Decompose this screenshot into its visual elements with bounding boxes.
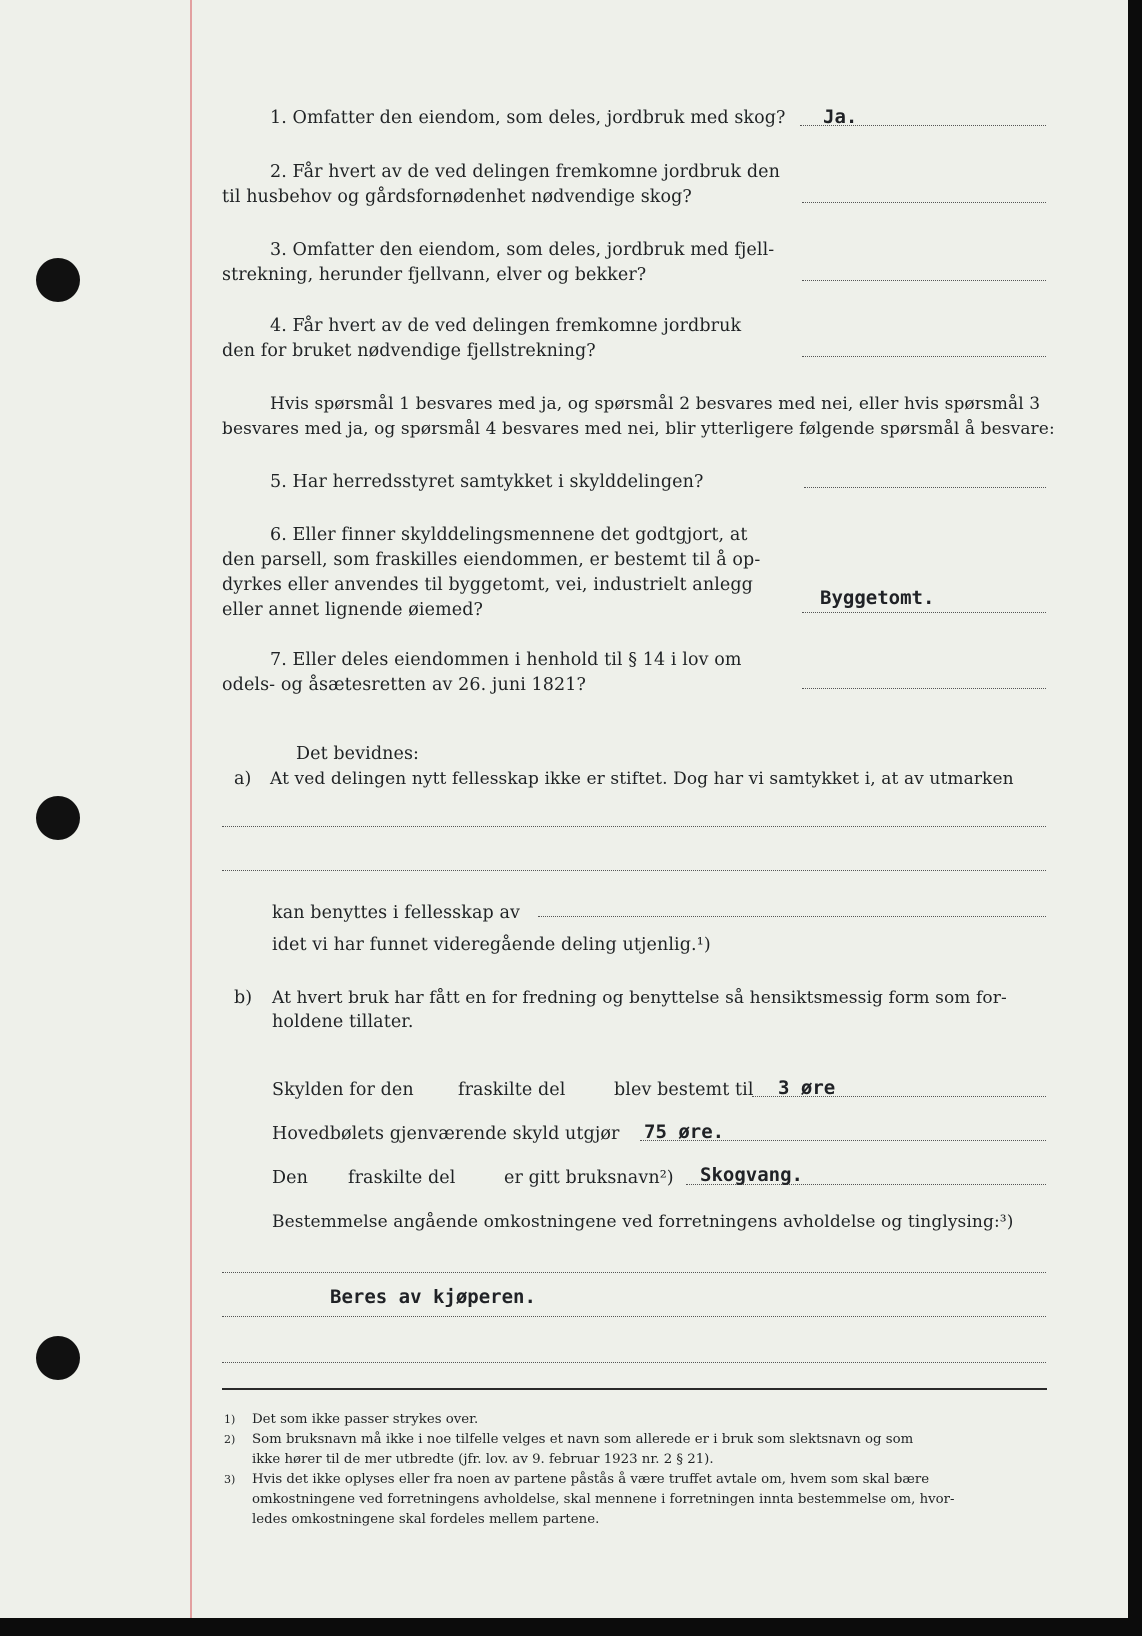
common-use-label: kan benyttes i fellesskap av	[272, 903, 520, 923]
skyld-value: 3 øre	[778, 1077, 836, 1099]
answer-6: Byggetomt.	[820, 587, 935, 609]
answer-line-7	[802, 688, 1046, 689]
further-division-text: idet vi har funnet videregående deling utjenlig.¹)	[272, 935, 711, 955]
answer-1: Ja.	[823, 106, 858, 128]
footnote-2-mark: 2)	[224, 1433, 236, 1446]
question-5: 5. Har herredsstyret samtykket i skylddelingen?	[270, 472, 704, 492]
blank-line-a2	[222, 870, 1046, 871]
hovedbol-value: 75 øre.	[644, 1121, 725, 1143]
bestemmelse-line-3	[222, 1362, 1046, 1363]
skyld-blev-label: blev bestemt til	[614, 1080, 754, 1100]
question-7-line-1: 7. Eller deles eiendommen i henhold til § 14 i lov om	[270, 650, 742, 670]
certify-a-marker: a)	[234, 769, 252, 789]
blank-line-a1	[222, 826, 1046, 827]
bestemmelse-line-2	[222, 1316, 1046, 1317]
question-4-line-1: 4. Får hvert av de ved delingen fremkomne jordbruk	[270, 316, 742, 336]
question-2-line-2: til husbehov og gårdsfornødenhet nødvendige skog?	[222, 187, 692, 207]
footnote-separator	[222, 1388, 1047, 1390]
answer-line-6	[802, 612, 1046, 613]
question-6-line-1: 6. Eller finner skylddelingsmennene det godtgjort, at	[270, 525, 748, 545]
question-3-line-2: strekning, herunder fjellvann, elver og bekker?	[222, 265, 647, 285]
skyld-fraskilte-label: fraskilte del	[458, 1080, 566, 1100]
question-6-line-4: eller annet lignende øiemed?	[222, 600, 484, 620]
punch-hole-bottom	[36, 1336, 80, 1380]
bestemmelse-line-1	[222, 1272, 1046, 1273]
punch-hole-middle	[36, 796, 80, 840]
bestemmelse-label: Bestemmelse angående omkostningene ved forretningens avholdelse og tinglysing:³)	[272, 1212, 1014, 1232]
question-2-line-1: 2. Får hvert av de ved delingen fremkomne jordbruk den	[270, 162, 780, 182]
certify-b-line-1: At hvert bruk har fått en for fredning og benyttelse så hensiktsmessig form som for-	[272, 988, 1007, 1008]
footnote-1-line-1: Det som ikke passer strykes over.	[252, 1412, 479, 1427]
footnote-3-line-3: ledes omkostningene skal fordeles mellem partene.	[252, 1512, 600, 1527]
bruksnavn-gitt-label: er gitt bruksnavn²)	[504, 1168, 674, 1188]
bruksnavn-fraskilte-label: fraskilte del	[348, 1168, 456, 1188]
answer-line-4	[802, 356, 1046, 357]
certify-b-marker: b)	[234, 988, 253, 1008]
footnote-2-line-1: Som bruksnavn må ikke i noe tilfelle velges et navn som allerede er i bruk som slektsnavn og som	[252, 1432, 914, 1447]
question-7-line-2: odels- og åsætesretten av 26. juni 1821?	[222, 675, 586, 695]
hovedbol-label: Hovedbølets gjenværende skyld utgjør	[272, 1124, 620, 1144]
footnote-3-mark: 3)	[224, 1473, 236, 1486]
bruksnavn-value: Skogvang.	[700, 1164, 803, 1186]
punch-hole-top	[36, 258, 80, 302]
question-3-line-1: 3. Omfatter den eiendom, som deles, jordbruk med fjell-	[270, 240, 775, 260]
footnote-3-line-1: Hvis det ikke oplyses eller fra noen av partene påstås å være truffet avtale om, hvem som skal bære	[252, 1472, 930, 1487]
answer-line-2	[802, 202, 1046, 203]
answer-line-3	[802, 280, 1046, 281]
footnote-3-line-2: omkostningene ved forretningens avholdelse, skal mennene i forretningen innta bestemmelse om, hvor-	[252, 1492, 955, 1507]
footnote-1-mark: 1)	[224, 1413, 236, 1426]
condition-line-2: besvares med ja, og spørsmål 4 besvares med nei, blir ytterligere følgende spørsmål å besvare:	[222, 419, 1055, 439]
question-6-line-2: den parsell, som fraskilles eiendommen, er bestemt til å op-	[222, 550, 761, 570]
condition-line-1: Hvis spørsmål 1 besvares med ja, og spørsmål 2 besvares med nei, eller hvis spørsmål 3	[270, 394, 1041, 414]
question-6-line-3: dyrkes eller anvendes til byggetomt, vei, industrielt anlegg	[222, 575, 753, 595]
common-use-line	[538, 916, 1046, 917]
certify-b-line-2: holdene tillater.	[272, 1012, 414, 1032]
bruksnavn-den-label: Den	[272, 1168, 308, 1188]
red-margin-line	[190, 0, 192, 1618]
bestemmelse-value: Beres av kjøperen.	[330, 1286, 536, 1308]
answer-line-5	[804, 487, 1046, 488]
skyld-den-label: Skylden for den	[272, 1080, 414, 1100]
certify-heading: Det bevidnes:	[296, 744, 420, 764]
certify-a-text: At ved delingen nytt fellesskap ikke er stiftet. Dog har vi samtykket i, at av utmarken	[270, 769, 1014, 789]
question-4-line-2: den for bruket nødvendige fjellstrekning?	[222, 341, 596, 361]
footnote-2-line-2: ikke hører til de mer utbredte (jfr. lov. av 9. februar 1923 nr. 2 § 21).	[252, 1452, 714, 1467]
question-1: 1. Omfatter den eiendom, som deles, jordbruk med skog?	[270, 108, 786, 128]
